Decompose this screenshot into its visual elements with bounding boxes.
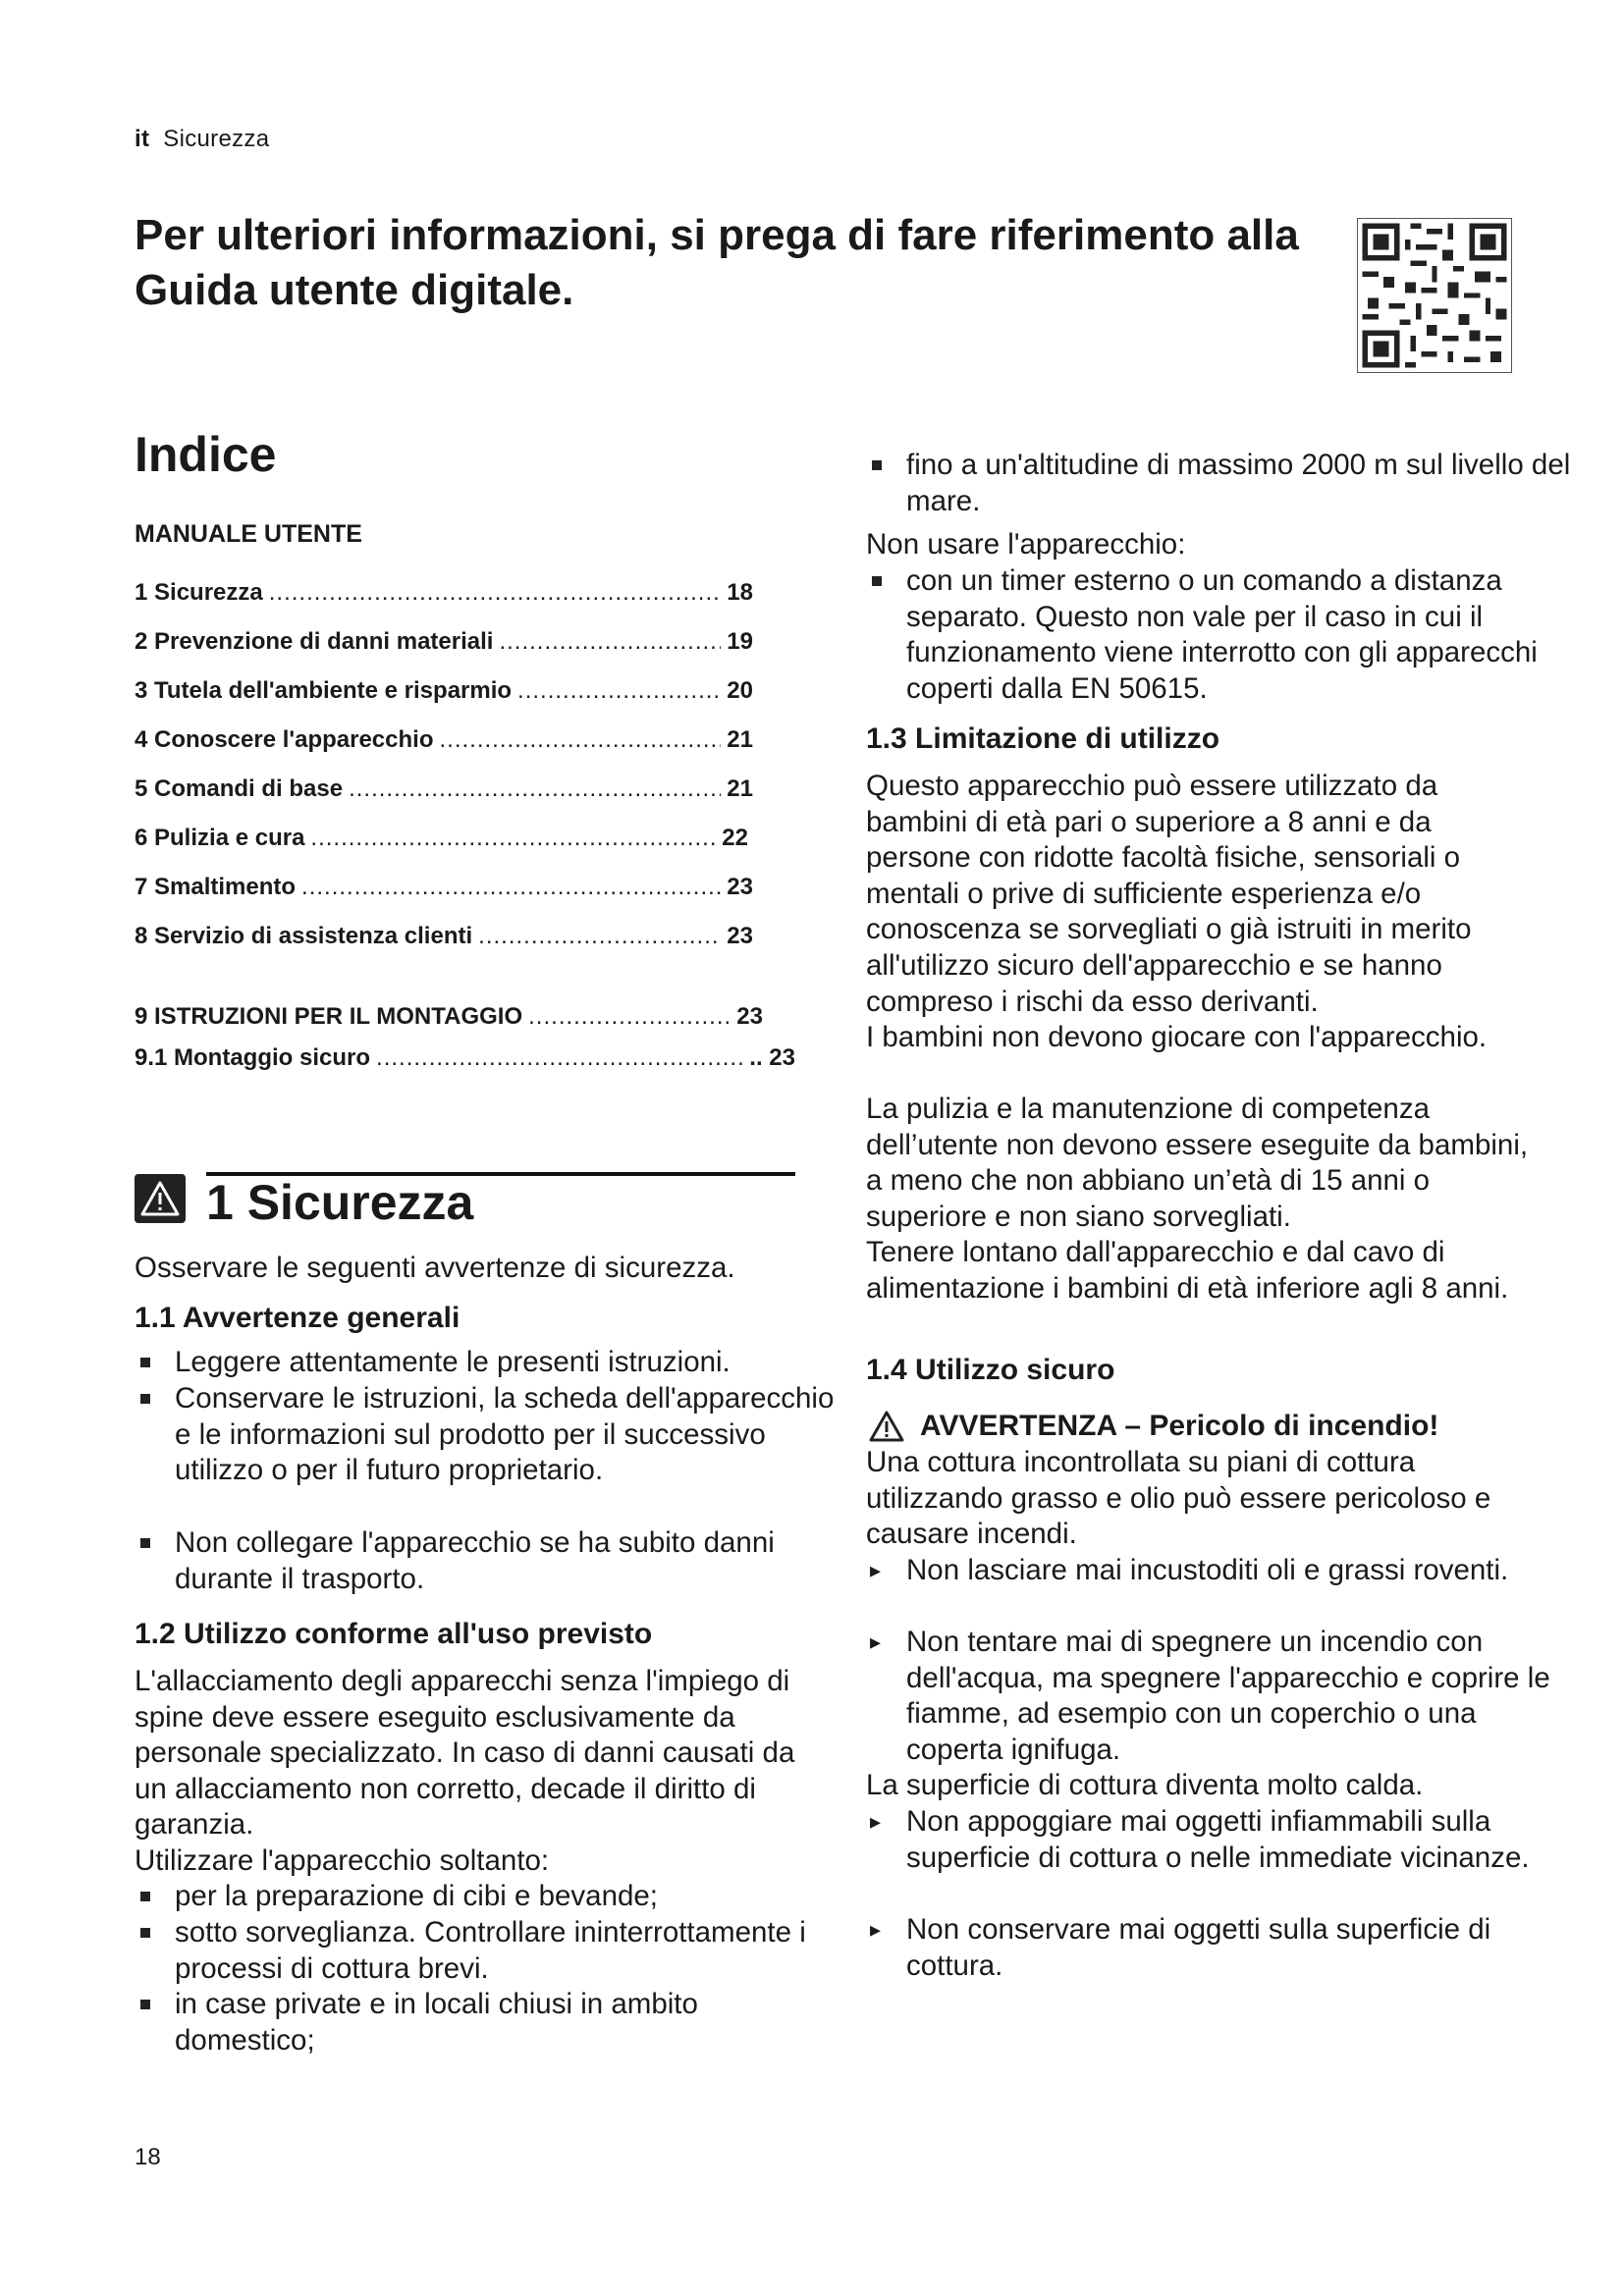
list-item [135,1525,842,1597]
toc-entry[interactable] [135,726,753,754]
warning-triangle-icon [868,1410,905,1443]
toc-leader [517,677,721,705]
toc-label: 6 Pulizia e cura [135,825,305,851]
toc-page: 21 [727,726,753,753]
list-item-text: Conservare le istruzioni, la scheda dell'apparecchio e le informazioni sul prodotto per il successivo utilizzo o per il futuro proprietario. [175,1382,835,1487]
page-number: 18 [135,2144,161,2170]
list-item [135,1879,842,1915]
index-title: Indice [135,427,277,482]
step-item [866,1625,1574,1768]
list-item [135,1987,842,2058]
step-item [866,1553,1574,1589]
bullet-square-icon [140,1892,150,1901]
list-item [866,563,1574,707]
bullet-square-icon [872,576,882,586]
toc-entry[interactable] [135,628,753,656]
arrow-right-icon: ▸ [870,1558,882,1582]
toc-entry[interactable] [135,1044,795,1072]
step-item [866,1804,1574,1876]
toc-leader [269,579,722,607]
paragraph: Non usare l'apparecchio: [866,528,1186,561]
toc-page: 19 [727,628,753,655]
arrow-right-icon: ▸ [870,1809,882,1834]
bullet-square-icon [140,1538,150,1548]
subsection-heading: 1.1 Avvertenze generali [135,1302,460,1334]
paragraph: L'allacciamento degli apparecchi senza l'impiego di spine deve essere eseguito esclusivamente da personale specializzato. In caso di danni causati da un allacciamento non corretto, decade il diritto di garanzia. [135,1665,795,1842]
list-item-text: in case private e in locali chiusi in ambito domestico; [175,1988,698,2056]
toc-label: 7 Smaltimento [135,874,297,900]
list-item-text: sotto sorveglianza. Controllare ininterrottamente i processi di cottura brevi. [175,1916,806,1985]
warning-icon [135,1174,186,1223]
toc-leader [499,628,721,656]
toc-label: 9.1 Montaggio sicuro [135,1044,371,1071]
list-item [135,1915,842,1987]
language-code: it [135,126,150,152]
toc-label: 8 Servizio di assistenza clienti [135,923,473,949]
paragraph: La pulizia e la manutenzione di competenza dell’utente non devono essere eseguite da bambini, a meno che non abbiano un’età di 15 anni o superiore e non siano sorvegliati. [866,1093,1529,1233]
toc-leader [301,874,721,901]
toc-label: 5 Comandi di base [135,775,344,802]
paragraph: Tenere lontano dall'apparecchio e dal cavo di alimentazione i bambini di età inferiore agli 8 anni. [866,1236,1509,1305]
header-section: Sicurezza [163,126,270,152]
toc-page: 20 [727,677,753,704]
paragraph: La superficie di cottura diventa molto calda. [866,1769,1424,1801]
step-text: Non tentare mai di spegnere un incendio con dell'acqua, ma spegnere l'apparecchio e coprire le fiamme, ad esempio con un coperchio o una coperta ignifuga. [906,1626,1550,1766]
section-title: 1 Sicurezza [206,1175,474,1230]
list-item-text: Non collegare l'apparecchio se ha subito danni durante il trasporto. [175,1526,775,1595]
manual-label: MANUALE UTENTE [135,520,362,548]
bullet-square-icon [140,2000,150,2009]
subsection-heading: 1.3 Limitazione di utilizzo [866,722,1220,755]
toc-leader [440,726,722,754]
running-header [135,126,269,153]
list-item [135,1381,842,1489]
toc-label: 1 Sicurezza [135,579,263,606]
list-item-text: Leggere attentamente le presenti istruzioni. [175,1346,731,1378]
bullet-square-icon [140,1394,150,1404]
toc-entry[interactable] [135,775,753,803]
bullet-square-icon [872,460,882,470]
arrow-right-icon: ▸ [870,1629,882,1654]
toc-entry[interactable] [135,825,748,852]
step-text: Non appoggiare mai oggetti infiammabili sulla superficie di cottura o nelle immediate vicinanze. [906,1805,1530,1874]
step-text: Non conservare mai oggetti sulla superficie di cottura. [906,1913,1491,1982]
digital-guide-notice: Per ulteriori informazioni, si prega di fare riferimento alla Guida utente digitale. [135,211,1299,314]
toc-entry[interactable] [135,923,753,950]
paragraph: Questo apparecchio può essere utilizzato da bambini di età pari o superiore a 8 anni e da persone con ridotte facoltà fisiche, sensoriali o mentali o prive di sufficiente esperienza e/o conoscenza se sorvegliati o già istruiti in merito all'utilizzo sicuro dell'apparecchio e se hanno compreso i rischi da esso derivanti. [866,770,1472,1018]
section-intro: Osservare le seguenti avvertenze di sicurezza. [135,1252,735,1284]
list-item-text: per la preparazione di cibi e bevande; [175,1880,658,1912]
list-item [135,1345,842,1381]
toc-page: 23 [736,1003,763,1030]
toc-leader [310,825,716,852]
subsection-heading: 1.2 Utilizzo conforme all'uso previsto [135,1618,653,1650]
toc-label: 3 Tutela dell'ambiente e risparmio [135,677,513,704]
toc-page: 21 [727,775,753,802]
toc-page: 23 [727,874,753,900]
warning-heading [866,1410,1438,1443]
toc-page: 22 [722,825,748,851]
step-text: Non lasciare mai incustoditi oli e grassi roventi. [906,1554,1509,1586]
toc-page: 18 [727,579,753,606]
qr-code-icon[interactable] [1357,218,1512,373]
warning-title: AVVERTENZA – Pericolo di incendio! [920,1410,1439,1442]
subsection-heading: 1.4 Utilizzo sicuro [866,1354,1115,1386]
toc-label: 9 ISTRUZIONI PER IL MONTAGGIO [135,1003,523,1030]
list-item-text: con un timer esterno o un comando a distanza separato. Questo non vale per il caso in cui il funzionamento viene interrotto con gli apparecchi coperti dalla EN 50615. [906,564,1538,705]
toc-entry[interactable] [135,579,753,607]
toc-label: 4 Conoscere l'apparecchio [135,726,434,753]
bullet-square-icon [140,1928,150,1938]
toc-leader [478,923,721,950]
step-item [866,1912,1574,1984]
toc-page: 23 [727,923,753,949]
toc-entry[interactable] [135,1003,763,1031]
toc-page: .. 23 [749,1044,795,1071]
bullet-square-icon [140,1358,150,1367]
toc-leader [376,1044,743,1072]
toc-label: 2 Prevenzione di danni materiali [135,628,494,655]
paragraph: Una cottura incontrollata su piani di cottura utilizzando grasso e olio può essere pericoloso e causare incendi. [866,1446,1491,1551]
list-item [866,448,1574,519]
toc-entry[interactable] [135,677,753,705]
arrow-right-icon: ▸ [870,1917,882,1942]
paragraph: Utilizzare l'apparecchio soltanto: [135,1844,550,1877]
toc-leader [528,1003,731,1031]
list-item-text: fino a un'altitudine di massimo 2000 m sul livello del mare. [906,449,1571,517]
toc-leader [349,775,721,803]
paragraph: I bambini non devono giocare con l'apparecchio. [866,1021,1488,1053]
toc-entry[interactable] [135,874,753,901]
